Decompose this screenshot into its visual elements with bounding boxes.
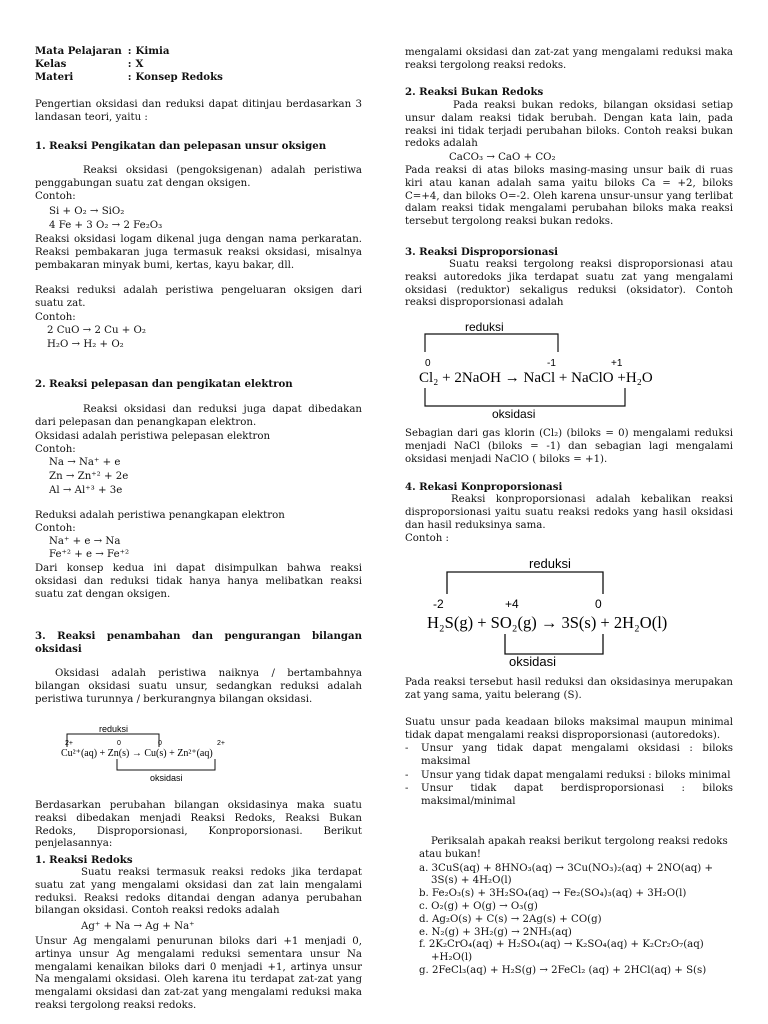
oksidasi-label: oksidasi (150, 773, 183, 783)
r2-p2: Pada reaksi di atas biloks masing-masing unsur baik di ruas kiri atau kanan adalah sama yaitu biloks Ca = +2, biloks C=+4, dan biloks O=-2. Oleh karena unsur-unsur yang terlibat dalam reaksi tidak mengalami perubahan biloks maka reaksi tersebut tergolong reaksi bukan redoks. (405, 165, 733, 228)
s3-diagram (55, 721, 275, 783)
s1-p1: Reaksi oksidasi (pengoksigenan) adalah peristiwa penggabungan suatu zat dengan oksigen. (35, 165, 362, 189)
r3-title: 3. Reaksi Disproporsionasi (405, 246, 558, 258)
oksidasi-bracket (505, 634, 603, 654)
intro-text: Pengertian oksidasi dan reduksi dapat ditinjau berdasarkan 3 landasan teori, yaitu : (35, 99, 362, 123)
s1-eq4: H₂O → H₂ + O₂ (47, 339, 124, 350)
r3-diagram (417, 316, 707, 420)
header-value: Konsep Redoks (135, 70, 223, 83)
header-row: Materi : Konsep Redoks (35, 71, 227, 84)
reduksi-label: reduksi (465, 320, 504, 334)
header-table (35, 45, 227, 83)
r3-p1: Suatu reaksi tergolong reaksi disproporsionasi atau reaksi autoredoks jika terdapat suatu zat yang mengalami oksidasi (reduktor) sekaligus reduksi (oksidator). Contoh reaksi disproporsionasi adalah (405, 259, 733, 309)
reaction-equation: Cu²⁺(aq) + Zn(s) → Cu(s) + Zn²⁺(aq) (61, 748, 213, 759)
s1-contoh: Contoh: (35, 191, 76, 202)
r1-title: 1. Reaksi Redoks (35, 854, 133, 866)
r4-p3: Suatu unsur pada keadaan biloks maksimal maupun minimal tidak dapat mengalami reaksi disproporsionasi (autoredoks). (405, 717, 733, 741)
ox-number: 0 (158, 740, 162, 747)
s1-title: 1. Reaksi Pengikatan dan pelepasan unsur oksigen (35, 140, 327, 152)
s2-p1: Reaksi oksidasi dan reduksi juga dapat dibedakan dari pelepasan dan penangkapan elektron. (35, 404, 362, 428)
header-label: Materi (35, 70, 74, 83)
oksidasi-label: oksidasi (509, 654, 556, 668)
ox-number: -1 (547, 358, 556, 369)
s2-p3: Reduksi adalah peristiwa penangkapan elektron (35, 510, 285, 521)
ox-number: 2+ (217, 740, 225, 747)
header-value: X (135, 57, 144, 70)
bullet-text: Unsur yang tidak dapat mengalami reduksi : biloks minimal (421, 769, 731, 781)
r4-p1: Reaksi konproporsionasi adalah kebalikan reaksi disproporsionasi yaitu suatu reaksi redoks yang hasil oksidasi dan hasil reduksinya sama. (405, 494, 733, 531)
r4-diagram (425, 550, 725, 668)
exercise-item: e. N₂(g) + 3H₂(g) → 2NH₃(aq) (419, 926, 572, 938)
reduksi-label: reduksi (529, 556, 571, 571)
oksidasi-label: oksidasi (492, 407, 536, 420)
s2-eq4: Na⁺ + e → Na (49, 536, 121, 547)
oksidasi-bracket (425, 388, 625, 406)
r4-title: 4. Rekasi Konproporsionasi (405, 481, 563, 493)
s2-eq3: Al → Al⁺³ + 3e (49, 485, 123, 496)
s2-p4: Dari konsep kedua ini dapat disimpulkan bahwa reaksi oksidasi dan reduksi tidak hanya hanya melibatkan reaksi suatu zat dengan oksigen. (35, 563, 362, 600)
header-row: Mata Pelajaran : Kimia (35, 45, 227, 58)
s3-p2: Berdasarkan perubahan bilangan oksidasinya maka suatu reaksi dibedakan menjadi Reaksi Redoks, Reaksi Bukan Redoks, Disproporsionasi, Konproporsionasi. Berikut penjelasannya: (35, 800, 362, 850)
s2-eq1: Na → Na⁺ + e (49, 457, 121, 468)
ox-number: -2 (433, 597, 444, 611)
r2-eq: CaCO₃ → CaO + CO₂ (449, 152, 556, 163)
ox-number: +1 (611, 358, 623, 369)
header-label: Kelas (35, 57, 67, 70)
header-label: Mata Pelajaran (35, 45, 122, 57)
reduksi-bracket (425, 334, 558, 352)
s2-contoh: Contoh: (35, 444, 76, 455)
ox-number: 2+ (65, 740, 73, 747)
ox-number: +4 (505, 597, 519, 611)
s2-eq2: Zn → Zn⁺² + 2e (49, 471, 129, 482)
s2-p2: Oksidasi adalah peristiwa pelepasan elektron (35, 431, 271, 442)
list-item: - Unsur yang tidak dapat mengalami reduksi : biloks minimal (405, 770, 733, 783)
r4-diagram-svg (425, 550, 725, 668)
exercise-block (419, 836, 733, 978)
ox-number: 0 (117, 740, 121, 747)
r3-p2: Sebagian dari gas klorin (Cl₂) (biloks = 0) mengalami reduksi menjadi NaCl (biloks = -1) dan sebagian lagi mengalami oksidasi menjadi NaClO ( biloks = +1). (405, 428, 733, 465)
s3-p1: Oksidasi adalah peristiwa naiknya / bertambahnya bilangan oksidasi suatu unsur, sedangkan reduksi adalah peristiwa turunnya / berkurangnya bilangan oksidasi. (35, 668, 362, 705)
r2-p1: Pada reaksi bukan redoks, bilangan oksidasi setiap unsur dalam reaksi tidak berubah. Dengan kata lain, pada reaksi ini tidak terjadi perubahan biloks. Contoh reaksi bukan redoks adalah (405, 100, 733, 150)
s3-diagram-svg (55, 721, 275, 783)
reduksi-bracket (67, 734, 159, 747)
bullet-list (405, 743, 733, 809)
exercise-item: g. 2FeCl₃(aq) + H₂S(g) → 2FeCl₂ (aq) + 2HCl(aq) + S(s) (419, 964, 707, 976)
r1-eq: Ag⁺ + Na → Ag + Na⁺ (81, 921, 195, 932)
exercise-item: c. O₂(g) + O(g) → O₃(g) (419, 900, 538, 912)
r1-p1: Suatu reaksi termasuk reaksi redoks jika terdapat suatu zat yang mengalami oksidasi dan zat lain mengalami reduksi. Reaksi redoks ditandai dengan adanya perubahan bilangan oksidasi. Contoh reaksi redoks adalah (35, 867, 362, 917)
r1-p2: Unsur Ag mengalami penurunan biloks dari +1 menjadi 0, artinya unsur Ag mengalami reduksi sementara unsur Na mengalami kenaikan biloks dari 0 menjadi +1, artinya unsur Na mengalami oksidasi. Oleh karena itu terdapat zat-zat yang mengalami oksidasi dan zat-zat yang mengalami reduksi maka reaksi tergolong reaksi redoks. (35, 936, 362, 1011)
exercise-item: a. 3CuS(aq) + 8HNO₃(aq) → 3Cu(NO₃)₂(aq) + 2NO(aq) + 3S(s) + 4H₂O(l) (419, 862, 714, 887)
s1-p2: Reaksi oksidasi logam dikenal juga dengan nama perkaratan. Reaksi pembakaran juga termasuk reaksi oksidasi, misalnya pembakaran minyak bumi, kertas, kayu bakar, dll. (35, 234, 362, 271)
s2-title: 2. Reaksi pelepasan dan pengikatan elektron (35, 378, 293, 390)
r4-contoh: Contoh : (405, 533, 449, 544)
s1-contoh2: Contoh: (35, 312, 76, 323)
bullet-text: Unsur yang tidak dapat mengalami oksidasi : biloks maksimal (421, 743, 733, 767)
list-item: - Unsur tidak dapat berdisproporsionasi : biloks maksimal/minimal (405, 783, 733, 808)
exercise-item: d. Ag₂O(s) + C(s) → 2Ag(s) + CO(g) (419, 913, 602, 925)
list-item: - Unsur yang tidak dapat mengalami oksidasi : biloks maksimal (405, 743, 733, 767)
ox-number: 0 (425, 358, 431, 369)
r2-title: 2. Reaksi Bukan Redoks (405, 86, 544, 98)
s1-p3: Reaksi reduksi adalah peristiwa pengeluaran oksigen dari suatu zat. (35, 285, 362, 309)
exercise-item: f. 2K₂CrO₄(aq) + H₂SO₄(aq) → K₂SO₄(aq) + K₂Cr₂O₇(aq) +H₂O(l) (419, 939, 704, 964)
s2-contoh2: Contoh: (35, 523, 76, 534)
s2-eq5: Fe⁺² + e → Fe⁺² (49, 549, 130, 560)
s1-eq2: 4 Fe + 3 O₂ → 2 Fe₂O₃ (49, 220, 163, 231)
header-value: Kimia (135, 45, 170, 57)
header-row: Kelas : X (35, 58, 227, 71)
exercise-intro: Periksalah apakah reaksi berikut tergolong reaksi redoks atau bukan! (419, 836, 728, 860)
s3-title: 3. Reaksi penambahan dan pengurangan bilangan oksidasi (35, 630, 362, 655)
oksidasi-bracket (117, 759, 215, 770)
r4-p2: Pada reaksi tersebut hasil reduksi dan oksidasinya merupakan zat yang sama, yaitu belerang (S). (405, 677, 733, 701)
reduksi-label: reduksi (99, 724, 129, 734)
r1-continuation: mengalami oksidasi dan zat-zat yang mengalami reduksi maka reaksi tergolong reaksi redoks. (405, 47, 733, 71)
reduksi-bracket (447, 572, 603, 594)
bullet-text: Unsur tidak dapat berdisproporsionasi : biloks maksimal/minimal (421, 783, 733, 808)
reaction-equation: H₂S(g) + SO₂(g) → 3S(s) + 2H₂O(l) (427, 613, 668, 632)
r3-diagram-svg (417, 316, 707, 420)
s1-eq3: 2 CuO → 2 Cu + O₂ (47, 325, 146, 336)
ox-number: 0 (595, 597, 602, 611)
exercise-item: b. Fe₂O₃(s) + 3H₂SO₄(aq) → Fe₂(SO₄)₃(aq) + 3H₂O(l) (419, 888, 687, 900)
reaction-equation: Cl₂ + 2NaOH → NaCl + NaClO +H₂O (419, 370, 653, 386)
s1-eq1: Si + O₂ → SiO₂ (49, 206, 125, 217)
